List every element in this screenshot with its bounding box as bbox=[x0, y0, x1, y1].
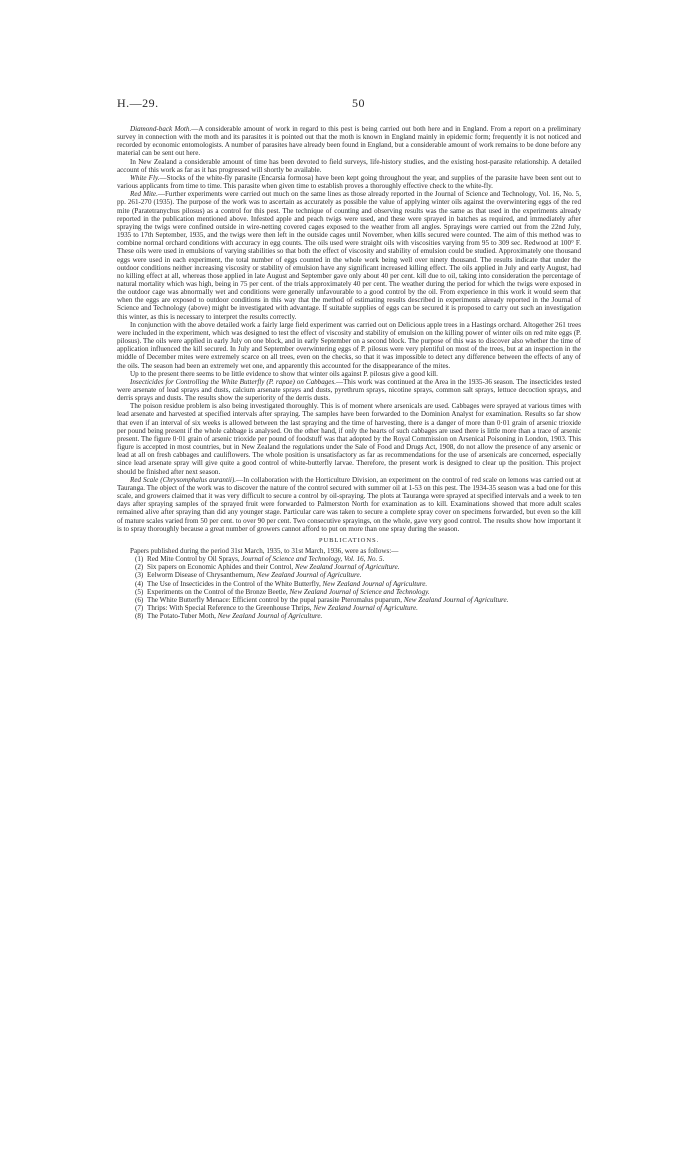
list-item-source: New Zealand Journal of Agriculture. bbox=[217, 612, 323, 621]
list-item-title: Thrips: With Special Reference to the Greenhouse Thrips, bbox=[147, 604, 314, 613]
publications-intro: Papers published during the period 31st March, 1935, to 31st March, 1936, were as follows:— bbox=[130, 546, 399, 555]
list-item-source: Journal of Science and Technology, Vol. 16, No. 5. bbox=[241, 555, 385, 564]
paragraph-text: —Further experiments were carried out much on the same lines as those already reported in the Journal of Science and Technology, Vol. 16, No. 5, pp. 261-270 (1935). The purpose of the work was to ascertain as accurately as possible the value of applying winter oils against the overwintering eggs of the red mite (Paratetranychus pilosus) as a control for this pest. The technique of counting and observing results was the same as that used in the experiments already reported in the publication mentioned above. Infested apple and peach twigs were used, and these were sprayed in batches as required, and immediately after spraying the twigs were confined outside in wire-netting covered cages exposed to the weather from all angles. Sprayings were carried out from the 22nd July, 1935 to 17th September, 1935, and the twigs were then left in the outside cages until November, when kills secured were counted. The aim of this method was to combine normal orchard conditions with accuracy in egg counts. The oils used were straight oils with viscosities varying from 95 to 309 sec. Redwood at 100° F. These oils were used in emulsions of varying stabilities so that both the effect of viscosity and stability of emulsion could be studied. Approximately one thousand eggs were used in each experiment, the total number of eggs counted in the whole work being well over ninety thousand. The results indicate that under the outdoor conditions neither increasing viscosity or stability of emulsion have any significant increased killing effect. The oils applied in July and early August, had no killing effect at all, whereas those applied in late August and September gave only about 40 per cent. kill due to oil, taking into consideration the percentage of natural mortality which was high, being in 75 per cent. of the trials approximately 40 per cent. The weather during the period for which the twigs were exposed in the outdoor cage was abnormally wet and conditions were generally unfavourable to a good control by the oil. From experience in this work it would seem that when the eggs are exposed to outdoor conditions in this way that the method of estimating results described in experiments already reported in the Journal of Science and Technology (above) might be investigated with advantage. If suitable supplies of eggs can be secured it is proposed to carry out such an investigation this winter, as this is necessary to interpret the results correctly. bbox=[117, 190, 581, 321]
list-item-title: The White Butterfly Menace: Efficient control by the pupal parasite Pteromalus puparum, bbox=[147, 595, 404, 604]
list-item bbox=[117, 604, 581, 612]
list-item-number: (3) bbox=[135, 571, 144, 580]
paragraph-text: In New Zealand a considerable amount of time has been devoted to field surveys, life-history studies, and the existing host-parasite relationship. A detailed account of this work as far as it has progressed will shortly be available. bbox=[117, 157, 581, 174]
list-item bbox=[117, 563, 581, 571]
paragraph-text: Up to the present there seems to be little evidence to show that winter oils against P. pilosus give a good kill. bbox=[130, 369, 438, 378]
paragraph-title: Red Mite. bbox=[130, 190, 158, 199]
paragraph-field-experiment bbox=[117, 321, 581, 370]
list-item bbox=[117, 612, 581, 620]
list-item-source: New Zealand Journal of Science and Technology. bbox=[289, 587, 430, 596]
paragraph-title: Insecticides for Controlling the White Butterfly (P. rapae) on Cabbages. bbox=[130, 377, 336, 386]
list-item-number: (2) bbox=[135, 563, 144, 572]
list-item-title: Eelworm Disease of Chrysanthemum, bbox=[147, 571, 257, 580]
paragraph-white-fly bbox=[117, 174, 581, 190]
paragraph-title: White Fly. bbox=[130, 173, 160, 182]
document-body bbox=[117, 125, 581, 620]
list-item bbox=[117, 580, 581, 588]
page-number: 50 bbox=[352, 96, 365, 110]
list-item bbox=[117, 571, 581, 579]
list-item-title: Six papers on Economic Aphides and their Control, bbox=[147, 563, 295, 572]
paragraph-new-zealand-surveys bbox=[117, 158, 581, 174]
list-item-number: (7) bbox=[135, 604, 144, 613]
page-header bbox=[117, 96, 583, 118]
publications-list bbox=[117, 555, 581, 620]
list-item bbox=[117, 555, 581, 563]
paragraph-text: In conjunction with the above detailed work a fairly large field experiment was carried out on Delicious apple trees in a Hastings orchard. Altogether 261 trees were included in the experiment, which was designed to test the effect of viscosity and stability of emulsion on the killing power of winter oils on red mite eggs (P. pilosus). The oils were applied in early July on one block, and in early September on a second block. The purpose of this was to discover also whether the time of application influenced the kill secured. In July and September overwintering eggs of P. pilosus were very plentiful on most of the trees, but at an inspection in the middle of December mites were extremely scarce on all trees, even on the checks, so that it was impossible to detect any difference between the effects of any of the oils. The season had been an extremely wet one, and apparently this accounted for the disappearance of the mites. bbox=[117, 320, 581, 370]
paragraph-diamond-back-moth bbox=[117, 125, 581, 158]
paragraph-red-mite bbox=[117, 190, 581, 321]
list-item-number: (6) bbox=[135, 595, 144, 604]
list-item-source: New Zealand Journal of Agriculture. bbox=[256, 571, 362, 580]
paper-reference: H.—29. bbox=[117, 96, 159, 110]
list-item-number: (5) bbox=[135, 587, 144, 596]
list-item-number: (8) bbox=[135, 612, 144, 621]
paragraph-red-scale bbox=[117, 476, 581, 533]
paragraph-text: —Stocks of the white-fly parasite (Encarsia formosa) have been kept going throughout the year, and supplies of the parasite have been sent out to various applicants from time to time. This parasite when given time to establish proves a thoroughly effective check to the white-fly. bbox=[117, 173, 581, 191]
paragraph-title: Diamond-back Moth. bbox=[130, 125, 192, 133]
publications-heading: PUBLICATIONS. bbox=[318, 536, 380, 544]
list-item-title: The Use of Insecticides in the Control of the White Butterfly, bbox=[147, 579, 323, 588]
paragraph-winter-oils-conclusion bbox=[117, 370, 581, 378]
paragraph-text: —A considerable amount of work in regard to this pest is being carried out both here and in England. From a report on a preliminary survey in connection with the moth and its parasites it is pointed out that the moth is known in England mainly in epidemic form; frequently it is not noticed and recorded by economic entomologists. A number of parasites have already been found in England, but a considerable amount of work remains to be done before any material can be sent out here. bbox=[117, 125, 581, 158]
list-item bbox=[117, 588, 581, 596]
paragraph-text: —In collaboration with the Horticulture Division, an experiment on the control of red scale on lemons was carried out at Tauranga. The object of the work was to discover the nature of the control secured with summer oil at 1-53 on this pest. The 1934-35 season was a bad one for this scale, and growers claimed that it was very difficult to secure a control by oil-spraying. The plots at Tauranga were sprayed at specified intervals and a week to ten days after spraying samples of the sprayed fruit were forwarded to Palmerston North for examination as to kill. Examinations showed that more adult scales remained alive after spraying than did any younger stage. Particular care was taken to secure a complete spray cover on specimens forwarded, but even so the kill of mature scales varied from 50 per cent. to over 90 per cent. Two consecutive sprayings, on the whole, gave very good control. The results show how important it is to spray thoroughly because a great number of growers cannot afford to put on more than one spray during the season. bbox=[117, 475, 582, 533]
list-item-source: New Zealand Journal of Agriculture. bbox=[322, 579, 428, 588]
list-item-source: New Zealand Journal of Agriculture. bbox=[403, 595, 509, 604]
list-item-number: (1) bbox=[135, 555, 144, 564]
list-item-title: The Potato-Tuber Moth, bbox=[147, 612, 218, 621]
paragraph-insecticides-white-butterfly bbox=[117, 378, 581, 402]
list-item-source: New Zealand Journal of Agriculture. bbox=[294, 563, 400, 572]
list-item-title: Red Mite Control by Oil Sprays, bbox=[147, 555, 242, 564]
paragraph-text: —This work was continued at the Area in the 1935-36 season. The insecticides tested were arsenate of lead sprays and dusts, calcium arsenate sprays and dusts, pyrethrum sprays, nicotine sprays, common salt sprays, lettuce decoction sprays, and derris sprays and dusts. The results show the superiority of the derris dusts. bbox=[117, 377, 582, 403]
list-item-title: Experiments on the Control of the Bronze Beetle, bbox=[147, 587, 290, 596]
paragraph-title: Red Scale (Chrysomphalus aurantii). bbox=[130, 475, 237, 484]
list-item-number: (4) bbox=[135, 579, 144, 588]
list-item bbox=[117, 596, 581, 604]
paragraph-poison-residue bbox=[117, 402, 581, 475]
list-item-source: New Zealand Journal of Agriculture. bbox=[313, 604, 418, 613]
paragraph-text: The poison residue problem is also being investigated thoroughly. This is of moment where arsenicals are used. Cabbages were sprayed at various times with lead arsenate and harvested at specified intervals after spraying. The samples have been forwarded to the Dominion Analyst for examination. Results so far show that even if an interval of six weeks is allowed between the last spraying and the time of harvesting, there is a danger of more than 0·01 grain of arsenic trioxide per pound being present if the whole cabbage is analysed. On the other hand, if only the hearts of such cabbages are used there is little more than a trace of arsenic present. The figure 0·01 grain of arsenic trioxide per pound of foodstuff was that adopted by the Royal Commission on Arsenical Poisoning in London, 1903. This figure is accepted in most countries, but in New Zealand the regulations under the Sale of Food and Drugs Act, 1908, do not allow the presence of any arsenic or lead at all on fresh cabbages and cauliflowers. The whole position is unsatisfactory as far as recommendations for the use of arsenicals are concerned, especially since lead arsenate spray will give quite a good control of white-butterfly larvae. Therefore, the present work is designed to clear up the position. This project should be finished after next season. bbox=[117, 402, 581, 476]
